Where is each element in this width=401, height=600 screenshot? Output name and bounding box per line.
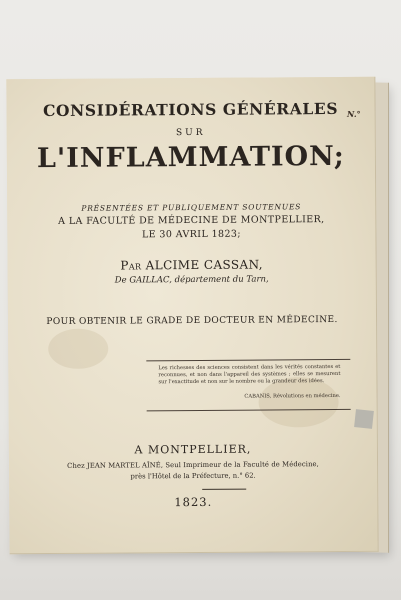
imprint-printer: Chez JEAN MARTEL AÎNÉ, Seul Imprimeur de la Faculté de Médecine, bbox=[67, 460, 319, 470]
imprint-address: près l'Hôtel de la Préfecture, n.° 62. bbox=[130, 471, 256, 481]
presentation-line-1: PRÉSENTÉES ET PUBLIQUEMENT SOUTENUES bbox=[81, 202, 302, 213]
imprint-rule bbox=[202, 489, 246, 490]
presentation-line-2: A LA FACULTÉ DE MÉDECINE DE MONTPELLIER, bbox=[58, 214, 325, 227]
number-mark: N.° bbox=[346, 108, 361, 119]
title-main: L'INFLAMMATION; bbox=[36, 140, 345, 175]
degree-purpose: POUR OBTENIR LE GRADE DE DOCTEUR EN MÉDECINE. bbox=[46, 314, 338, 328]
title-sur: SUR bbox=[175, 127, 206, 139]
epigraph-text: Les richesses des sciences consistent dans les vérités constantes et reconnues, et non dans l'appareil des systèmes ; elles se mesurent sur l'exactitude et non sur le nombre ou la grandeur des idées. bbox=[158, 363, 341, 386]
epigraph-rule-top bbox=[146, 359, 350, 361]
title-page bbox=[6, 77, 378, 555]
author-name: Par ALCIME CASSAN, bbox=[120, 257, 263, 273]
title-line-1: CONSIDÉRATIONS GÉNÉRALES bbox=[42, 98, 339, 121]
author-origin: De GAILLAC, département du Tarn, bbox=[114, 274, 269, 286]
imprint-place: A MONTPELLIER, bbox=[134, 442, 252, 457]
page-tab bbox=[354, 409, 374, 429]
imprint-year: 1823. bbox=[174, 494, 213, 510]
epigraph-source: CABANIS, Révolutions en médecine. bbox=[244, 392, 341, 400]
presentation-date: LE 30 AVRIL 1823; bbox=[141, 228, 241, 241]
paper-stain bbox=[48, 329, 108, 369]
